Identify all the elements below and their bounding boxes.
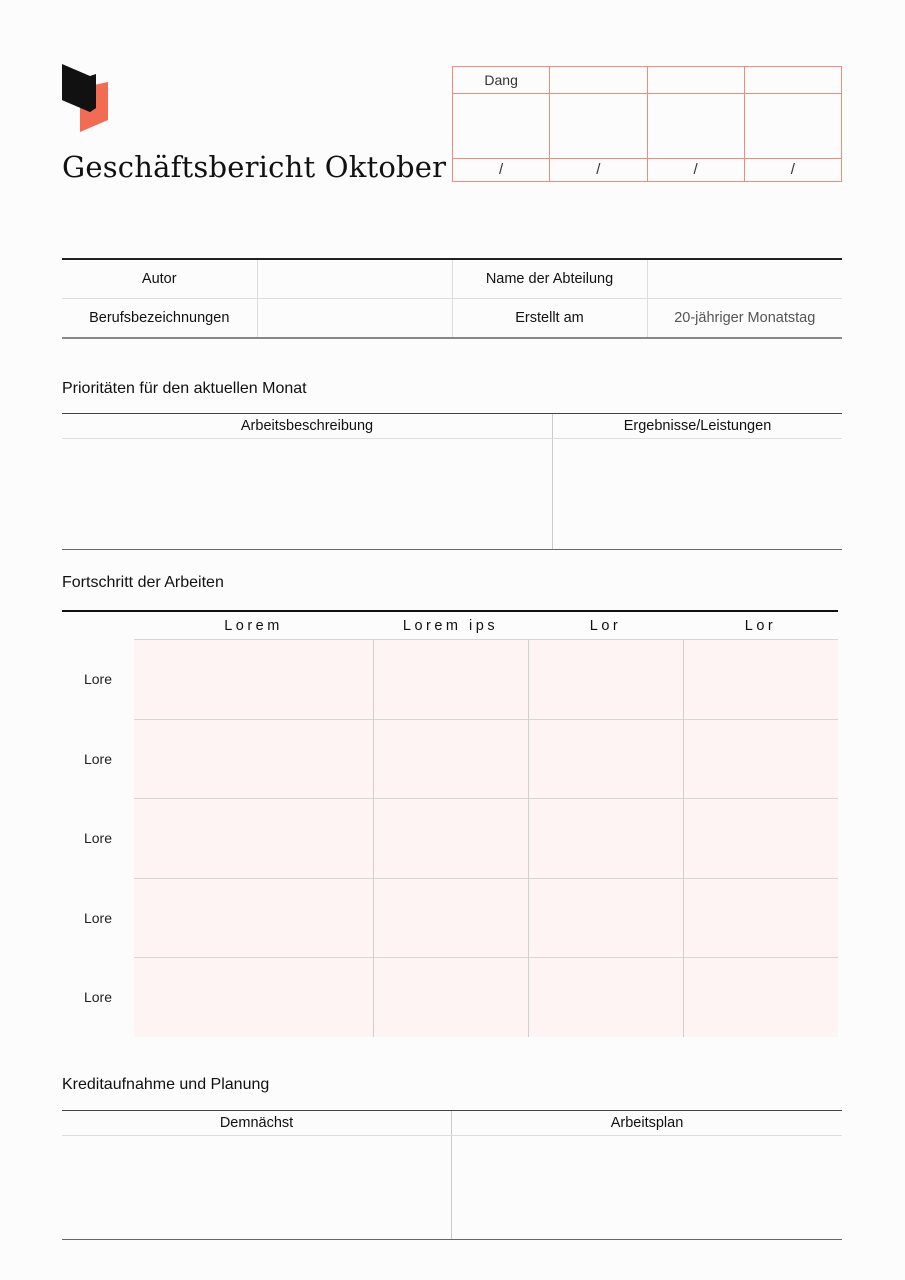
- approval-date[interactable]: /: [453, 158, 550, 181]
- progress-cell[interactable]: [528, 799, 683, 879]
- progress-cell[interactable]: [134, 958, 373, 1037]
- progress-cell[interactable]: [134, 719, 373, 799]
- progress-row-label: Lore: [83, 909, 113, 926]
- planning-table: [62, 1110, 842, 1240]
- priorities-heading: Prioritäten für den aktuellen Monat: [62, 380, 307, 397]
- work-description-header: Arbeitsbeschreibung: [62, 414, 553, 439]
- info-table: [62, 258, 842, 339]
- approval-header: [647, 67, 744, 94]
- priorities-table: [62, 413, 842, 550]
- progress-cell[interactable]: [373, 958, 528, 1037]
- approval-header: Dang: [453, 67, 550, 94]
- approval-header: [550, 67, 647, 94]
- progress-corner: [62, 611, 134, 640]
- job-title-label: Berufsbezeichnungen: [62, 299, 257, 339]
- created-field[interactable]: 20-jähriger Monatstag: [674, 310, 816, 326]
- department-label: Name der Abteilung: [452, 259, 647, 299]
- progress-cell[interactable]: [683, 640, 838, 720]
- signature-box[interactable]: [744, 94, 841, 158]
- progress-cell[interactable]: [528, 719, 683, 799]
- progress-row-label: Lore: [83, 989, 113, 1005]
- work-plan-header: Arbeitsplan: [452, 1111, 843, 1136]
- progress-cell[interactable]: [373, 719, 528, 799]
- progress-cell[interactable]: [373, 640, 528, 720]
- progress-cell[interactable]: [373, 878, 528, 958]
- progress-column-header: Lorem: [134, 611, 373, 640]
- upcoming-field[interactable]: [62, 1136, 452, 1240]
- signature-box[interactable]: [550, 94, 647, 158]
- job-title-field[interactable]: [257, 299, 452, 339]
- progress-cell[interactable]: [528, 878, 683, 958]
- document-title: Geschäftsbericht Oktober: [62, 150, 447, 184]
- progress-cell[interactable]: [683, 958, 838, 1037]
- department-field[interactable]: [647, 259, 842, 299]
- progress-table: [62, 610, 838, 1037]
- planning-heading: Kreditaufnahme und Planung: [62, 1076, 270, 1093]
- progress-cell[interactable]: [683, 719, 838, 799]
- work-description-field[interactable]: [62, 439, 553, 550]
- approval-header: [744, 67, 841, 94]
- progress-cell[interactable]: [528, 958, 683, 1037]
- progress-column-header: Lorem ips: [373, 611, 528, 640]
- progress-column-header: Lor: [528, 611, 683, 640]
- progress-cell[interactable]: [134, 640, 373, 720]
- work-plan-field[interactable]: [452, 1136, 843, 1240]
- progress-column-header: Lor: [683, 611, 838, 640]
- approval-date[interactable]: /: [744, 158, 841, 181]
- created-label: Erstellt am: [452, 299, 647, 339]
- progress-heading: Fortschritt der Arbeiten: [62, 574, 224, 591]
- signature-box[interactable]: [453, 94, 550, 158]
- progress-cell[interactable]: [683, 799, 838, 879]
- author-field[interactable]: [257, 259, 452, 299]
- progress-row-label: Lore: [83, 830, 113, 847]
- approval-date[interactable]: /: [647, 158, 744, 181]
- author-label: Autor: [62, 259, 257, 299]
- company-logo: [60, 62, 112, 134]
- upcoming-header: Demnächst: [62, 1111, 452, 1136]
- progress-row-label: Lore: [83, 671, 113, 688]
- progress-cell[interactable]: [134, 799, 373, 879]
- progress-cell[interactable]: [373, 799, 528, 879]
- progress-cell[interactable]: [528, 640, 683, 720]
- approval-grid: [452, 66, 842, 182]
- progress-cell[interactable]: [134, 878, 373, 958]
- signature-box[interactable]: [647, 94, 744, 158]
- results-field[interactable]: [553, 439, 843, 550]
- progress-row-label: Lore: [83, 750, 113, 767]
- results-header: Ergebnisse/Leistungen: [553, 414, 843, 439]
- progress-cell[interactable]: [683, 878, 838, 958]
- approval-date[interactable]: /: [550, 158, 647, 181]
